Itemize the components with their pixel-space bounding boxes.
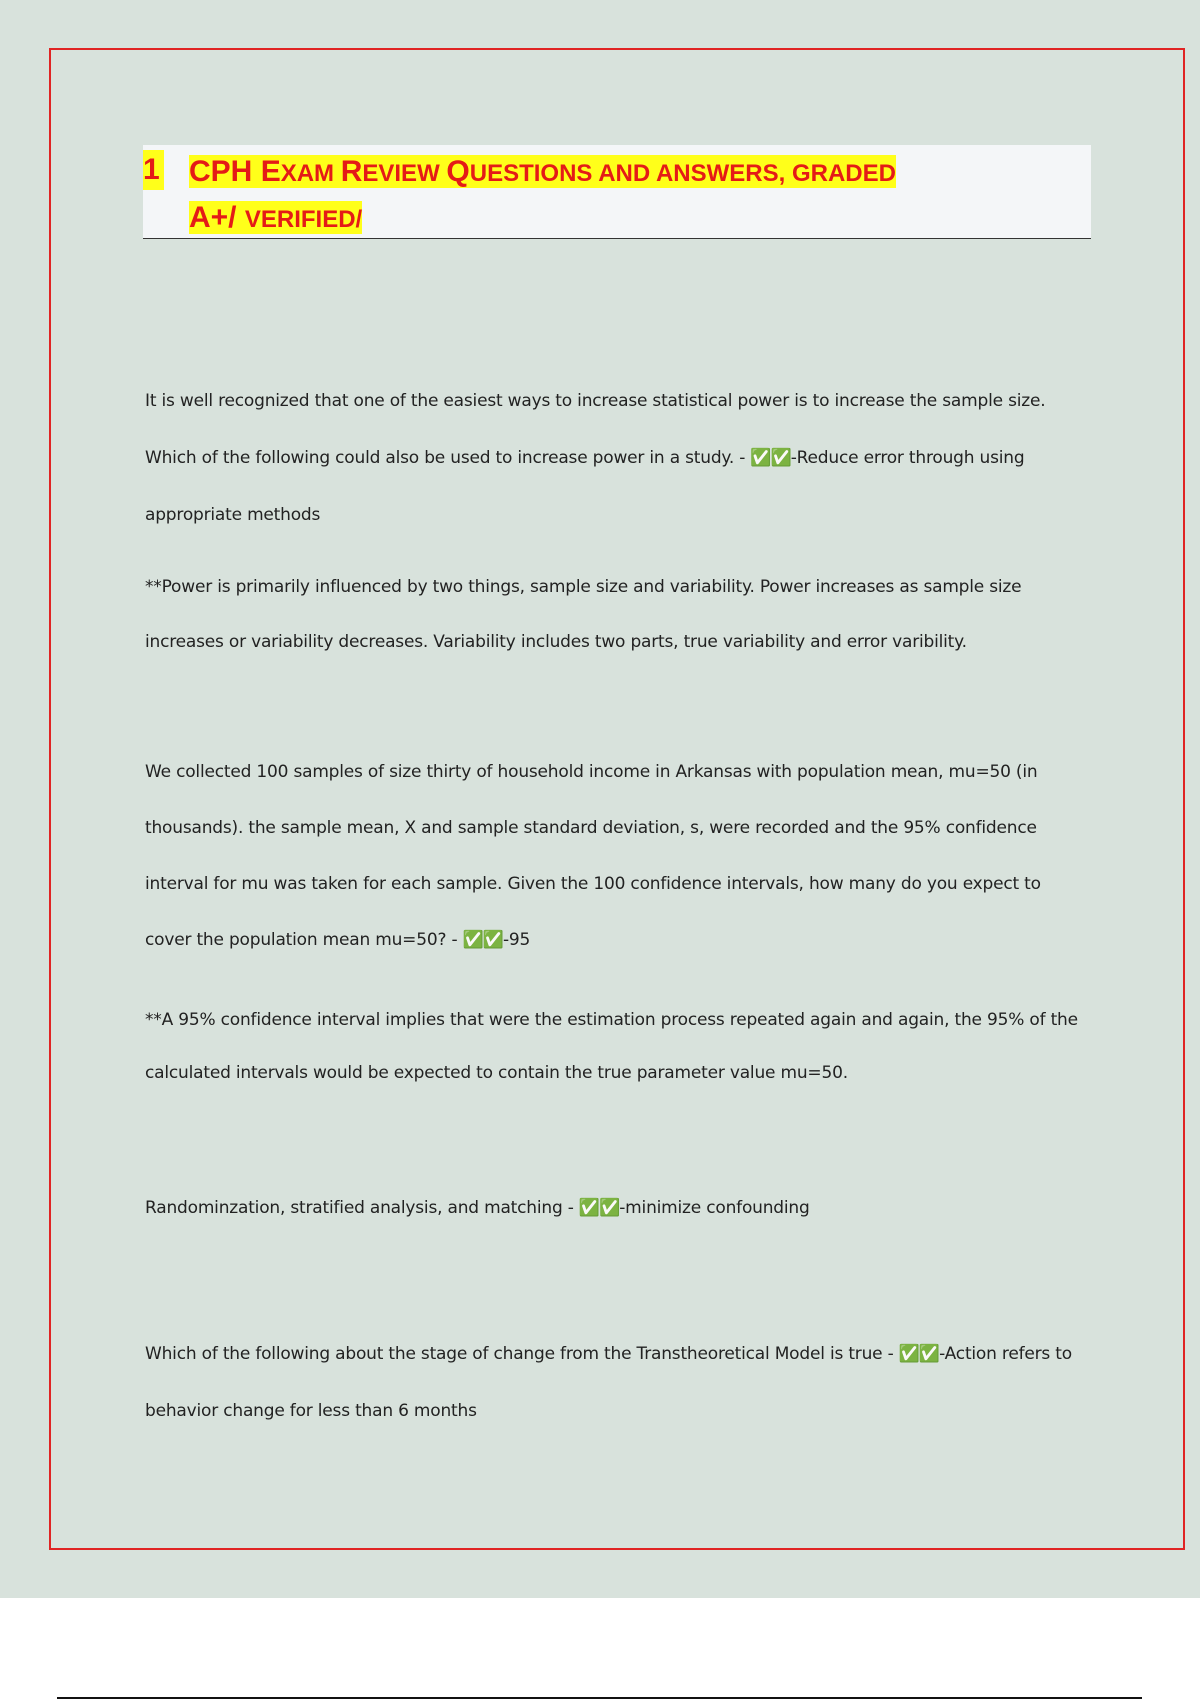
document-title [189,150,1089,242]
check-mark-icon: ✅✅ [750,448,791,468]
qa-item-3 [145,1180,1090,1236]
explanation-note-1 [145,560,1090,670]
qa-item-4 [145,1326,1090,1440]
question-text: It is well recognized that one of the easiest ways to increase statistical power is to increase the sample size. Which of the following could also be used to increase power in a study. - [145,391,1046,468]
answer-text: -minimize confounding [619,1198,810,1218]
title-block [143,145,1091,239]
answer-text: -Reduce error through using appropriate methods [145,448,1025,525]
title-line-1: CPH EXAM REVIEW QUESTIONS AND ANSWERS, GRADED [189,155,896,188]
qa-item-2 [145,744,1090,968]
note-text: **Power is primarily influenced by two things, sample size and variability. Power increases as sample size increases or variability decreases. Variability includes two parts, true variability and error varibility. [145,577,1022,652]
check-mark-icon: ✅✅ [578,1198,620,1218]
check-mark-icon: ✅✅ [462,930,503,950]
question-text: Which of the following about the stage of change from the Transtheoretical Model is true - [145,1344,899,1364]
footer-divider [57,1697,1142,1699]
question-text: We collected 100 samples of size thirty of household income in Arkansas with population mean, mu=50 (in thousands). the sample mean, X and sample standard deviation, s, were recorded and the 95% confidence interval for mu was taken for each sample. Given the 100 confidence intervals, how many do you expect to cover the population mean mu=50? - [145,762,1041,950]
title-line-2: A+/ VERIFIED/ [189,201,363,234]
qa-item-1 [145,373,1090,544]
note-text: **A 95% confidence interval implies that were the estimation process repeated again and again, the 95% of the calculated intervals would be expected to contain the true parameter value mu=50. [145,1010,1078,1083]
answer-text: -Action refers to behavior change for less than 6 months [145,1344,1072,1421]
answer-text: -95 [502,930,531,950]
check-mark-icon: ✅✅ [898,1344,940,1364]
question-text: Randominzation, stratified analysis, and matching - [145,1198,579,1218]
title-number: 1 [143,150,164,190]
explanation-note-2 [145,994,1090,1100]
